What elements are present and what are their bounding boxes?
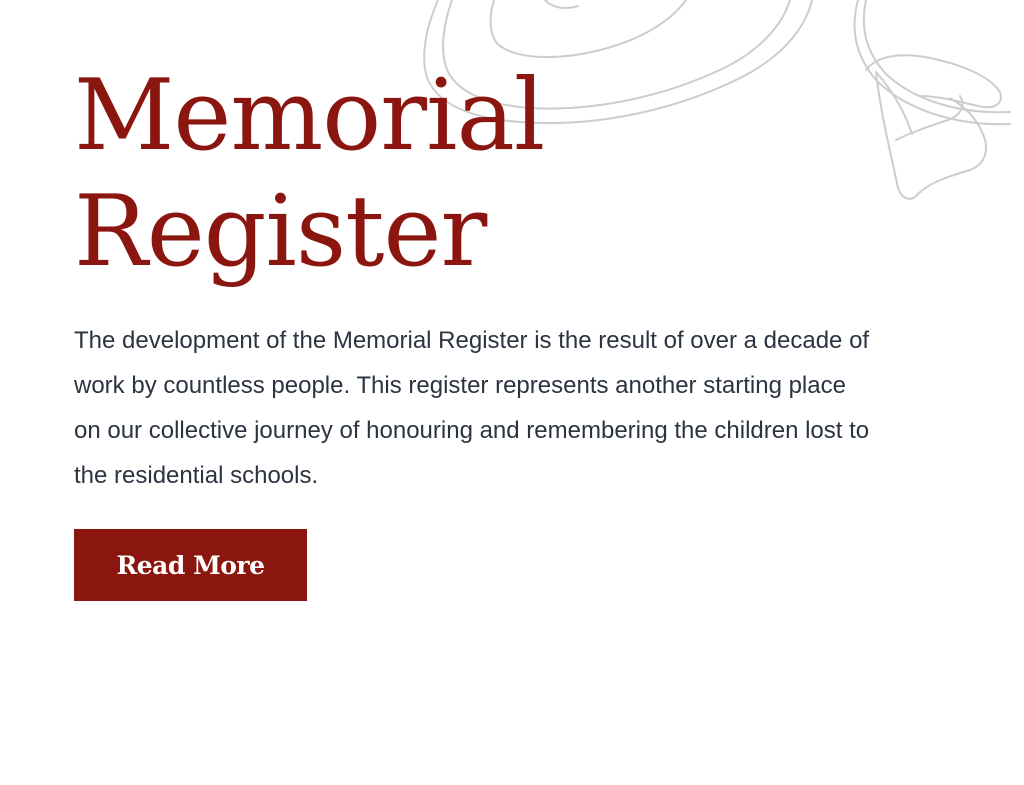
- title-line-memorial: Memorial: [74, 59, 545, 173]
- title-line-register: Register: [74, 175, 487, 289]
- page-title: [74, 58, 894, 290]
- hero-section: [74, 58, 894, 601]
- read-more-button[interactable]: Read More: [74, 529, 307, 601]
- hero-description: The development of the Memorial Register is the result of over a decade of work by countless people. This register represents another starting place on our collective journey of honouring and remembering the children lost to the residential schools.: [74, 327, 870, 489]
